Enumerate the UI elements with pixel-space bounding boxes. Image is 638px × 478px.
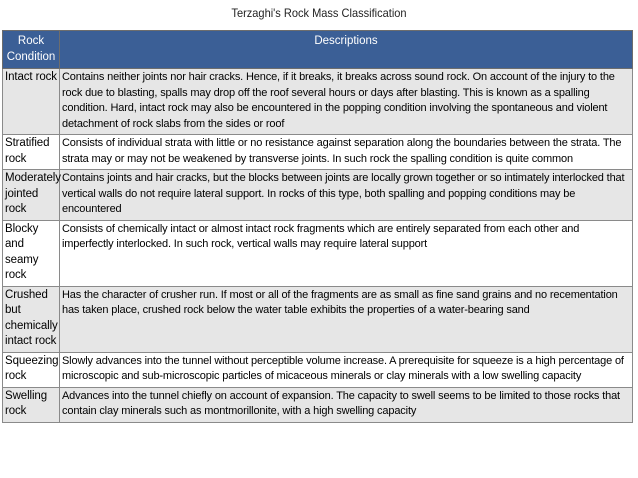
description-cell: Contains joints and hair cracks, but the blocks between joints are locally grown together or so intimately interlocked that vertical walls do not require lateral support. In rocks of this type, both spalling and popping conditions may be encountered xyxy=(60,170,633,221)
header-rock-condition: Rock Condition xyxy=(3,31,60,69)
table-row xyxy=(3,352,633,387)
table-row xyxy=(3,286,633,352)
table-row xyxy=(3,69,633,135)
description-cell: Contains neither joints nor hair cracks. Hence, if it breaks, it breaks across sound rock. On account of the injury to the rock due to blasting, spalls may drop off the roof several hours or days after blasting. This is known as a spalling condition. Hard, intact rock may also be encountered in the popping condition involving the spontaneous and violent detachment of rock slabs from the sides or roof xyxy=(60,69,633,135)
rock-condition-cell: Squeezing rock xyxy=(3,352,60,387)
rock-condition-cell: Blocky and seamy rock xyxy=(3,220,60,286)
table-row xyxy=(3,387,633,422)
description-cell: Consists of chemically intact or almost intact rock fragments which are entirely separated from each other and imperfectly interlocked. In such rock, vertical walls may require lateral support xyxy=(60,220,633,286)
description-cell: Slowly advances into the tunnel without perceptible volume increase. A prerequisite for squeeze is a high percentage of microscopic and sub-microscopic particles of micaceous minerals or clay minerals with a low swelling capacity xyxy=(60,352,633,387)
rock-condition-cell: Intact rock xyxy=(3,69,60,135)
table-row xyxy=(3,170,633,221)
rock-condition-cell: Swelling rock xyxy=(3,387,60,422)
rock-classification-table xyxy=(2,30,633,423)
table-row xyxy=(3,220,633,286)
header-row xyxy=(3,31,633,69)
table-row xyxy=(3,135,633,170)
header-descriptions: Descriptions xyxy=(60,31,633,69)
description-cell: Consists of individual strata with little or no resistance against separation along the boundaries between the strata. The strata may or may not be weakened by transverse joints. In such rock the spalling condition is quite common xyxy=(60,135,633,170)
rock-condition-cell: Moderately jointed rock xyxy=(3,170,60,221)
table-title: Terzaghi's Rock Mass Classification xyxy=(231,6,407,20)
description-cell: Has the character of crusher run. If most or all of the fragments are as small as fine sand grains and no recementation has taken place, crushed rock below the water table exhibits the properties of a water-bearing sand xyxy=(60,286,633,352)
description-cell: Advances into the tunnel chiefly on account of expansion. The capacity to swell seems to be limited to those rocks that contain clay minerals such as montmorillonite, with a high swelling capacity xyxy=(60,387,633,422)
rock-condition-cell: Crushed but chemically intact rock xyxy=(3,286,60,352)
rock-condition-cell: Stratified rock xyxy=(3,135,60,170)
